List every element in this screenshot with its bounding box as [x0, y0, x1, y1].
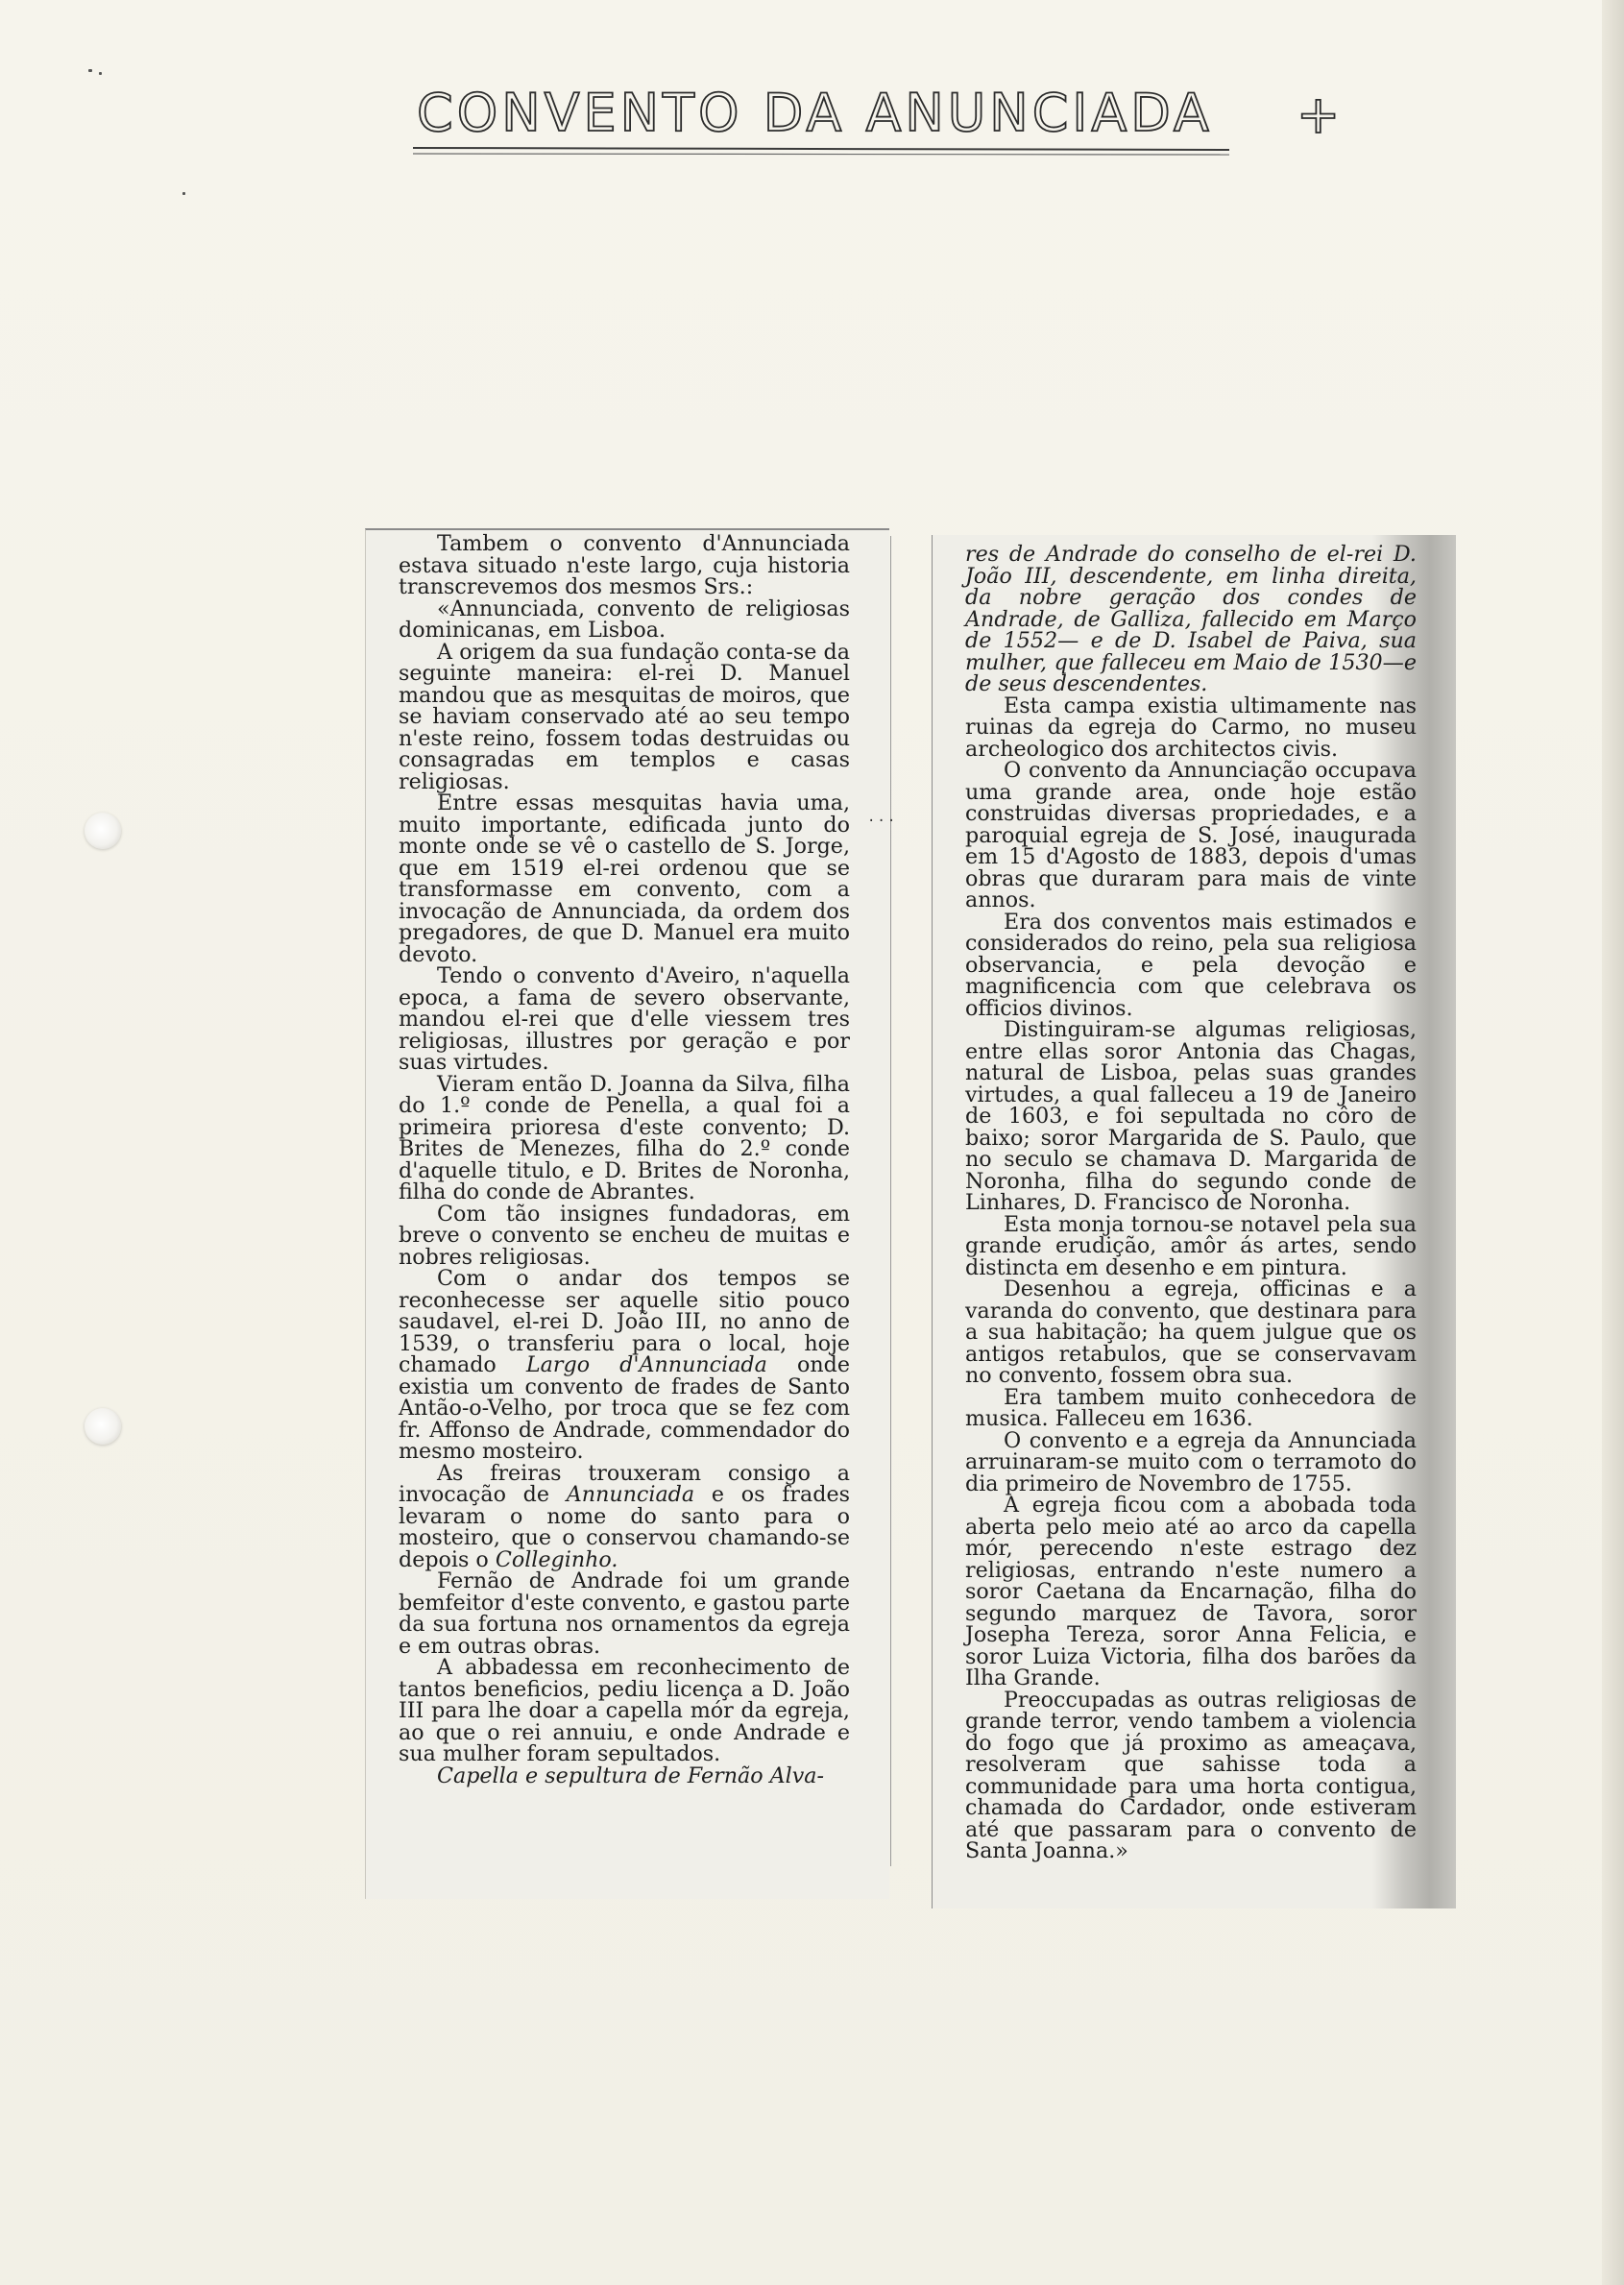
sheet-edge-shadow: [1602, 0, 1624, 2285]
paragraph-italic: [965, 544, 1417, 695]
cross-mark: +: [1297, 85, 1345, 145]
article-column-left: [399, 533, 850, 1787]
italic-epitaph: res de Andrade do conselho de el-rei D. João III, descendente, em linha direita, da nobre geração dos condes de Andrade, de Galliza, fallecido em Março de 1552— e de D. Isabel de Paiva, sua mulher, que falleceu em Maio de 1530—e de seus descendentes.: [965, 542, 1417, 696]
paragraph: Tendo o convento d'Aveiro, n'aquella epoca, a fama de severo observante, mandou el-rei que d'elle viessem tres religiosas, illustres por geração e por suas virtudes.: [399, 963, 850, 1075]
paragraph-italic: [399, 1762, 850, 1788]
margin-mark: ...: [867, 810, 898, 825]
paragraph: A egreja ficou com a abobada toda aberta pelo meio até ao arco da capella mór, perecendo n'este estrago dez religiosas, entrando n'este numero a soror Caetana da Encarnação, filha do segundo marquez de Tavora, soror Josepha Tereza, soror Anna Felicia, e soror Luiza Victoria, filha dos barões da Ilha Grande.: [965, 1493, 1417, 1690]
paragraph: Esta campa existia ultimamente nas ruinas da egreja do Carmo, no museu archeologico dos architectos civis.: [965, 693, 1417, 762]
paragraph-text: As freiras trouxeram consigo a invocação de: [399, 1460, 850, 1507]
paragraph: O convento e a egreja da Annunciada arruinaram-se muito com o terramoto do dia primeiro de Novembro de 1755.: [965, 1427, 1417, 1496]
paragraph: O convento da Annunciação occupava uma grande area, onde hoje estão construidas diversas propriedades, e a paroquial egreja de S. José, inaugurada em 15 d'Agosto de 1883, depois d'umas obras que duraram para mais de vinte annos.: [965, 758, 1417, 912]
title-underline: [413, 148, 1229, 150]
ink-speck: [88, 69, 92, 72]
handwritten-title: [413, 71, 1345, 158]
paragraph: Fernão de Andrade foi um grande bemfeitor d'este convento, e gastou parte da sua fortuna nos ornamentos da egreja e em outras obras.: [399, 1568, 850, 1659]
ink-speck: [99, 72, 102, 75]
paragraph: [399, 1460, 850, 1572]
paragraph: «Annunciada, convento de religiosas dominicanas, em Lisboa.: [399, 596, 850, 643]
paragraph: Tambem o convento d'Annunciada estava situado n'este largo, cuja historia transcrevemos dos mesmos Srs.:: [399, 531, 850, 599]
paragraph: Entre essas mesquitas havia uma, muito importante, edificada junto do monte onde se vê o castello de S. Jorge, que em 1519 el-rei ordenou que se transformasse em convento, com a invocação de Annunciada, da ordem dos pregadores, de que D. Manuel era muito devoto.: [399, 790, 850, 967]
paragraph-text: onde existia um convento de frades de Santo Antão-o-Velho, por troca que se fez com fr. Affonso de Andrade, commendador do mesmo mosteiro.: [399, 1352, 850, 1464]
paragraph: A origem da sua fundação conta-se da seguinte maneira: el-rei D. Manuel mandou que as mesquitas de moiros, que se haviam conservado até ao seu tempo n'este reino, fossem todas destruidas ou consagradas em templos e casas religiosas.: [399, 639, 850, 794]
title-svg: [413, 71, 1345, 158]
paragraph: A abbadessa em reconhecimento de tantos beneficios, pediu licença a D. João III para lhe doar a capella mór da egreja, ao que o rei annuiu, e onde Andrade e sua mulher foram sepultados.: [399, 1655, 850, 1766]
paragraph: Era tambem muito conhecedora de musica. Falleceu em 1636.: [965, 1384, 1417, 1431]
title-underline-2: [413, 154, 1229, 155]
paragraph: Desenhou a egreja, officinas e a varanda do convento, que destinara para a sua habitação; ha quem julgue que os antigos retabulos, que se conservavam no convento, fossem obra sua.: [965, 1276, 1417, 1388]
column-rule: [890, 536, 891, 1866]
paragraph: Distinguiram-se algumas religiosas, entre ellas soror Antonia das Chagas, natural de Lisboa, pelas suas grandes virtudes, a qual falleceu a 19 de Janeiro de 1603, e foi sepultada no côro de baixo; soror Margarida de S. Paulo, que no seculo se chamava D. Margarida de Noronha, filha do segundo conde de Linhares, D. Francisco de Noronha.: [965, 1017, 1417, 1215]
paragraph: Esta monja tornou-se notavel pela sua grande erudição, amôr ás artes, sendo distincta em desenho e em pintura.: [965, 1211, 1417, 1280]
paragraph: Com tão insignes fundadoras, em breve o convento se encheu de muitas e nobres religiosas.: [399, 1201, 850, 1270]
italic-name: Colleginho.: [495, 1546, 618, 1572]
paragraph: Era dos conventos mais estimados e considerados do reino, pela sua religiosa observancia, e pela devoção e magnificencia com que celebrava os officios divinos.: [965, 909, 1417, 1021]
paragraph: [399, 1268, 850, 1463]
punch-hole-bottom: [85, 1408, 121, 1445]
paragraph-text: Com o andar dos tempos se reconhecesse ser aquelle sitio pouco saudavel, el-rei D. João III, no anno de 1539, o transferiu para o local, hoje chamado: [399, 1266, 850, 1377]
punch-hole-top: [85, 813, 121, 849]
italic-invocation: Annunciada: [566, 1482, 695, 1507]
paragraph: Vieram então D. Joanna da Silva, filha do 1.º conde de Penella, a qual foi a primeira prioresa d'este convento; D. Brites de Menezes, filha do 2.º conde d'aquelle titulo, e D. Brites de Noronha, filha do conde de Abrantes.: [399, 1071, 850, 1204]
article-column-right: [965, 544, 1417, 1862]
italic-heading: Capella e sepultura de Fernão Alva-: [437, 1762, 825, 1788]
italic-place-name: Largo d'Annunciada: [525, 1352, 767, 1377]
title-text: CONVENTO DA ANUNCIADA: [417, 83, 1213, 143]
ink-speck: [182, 192, 185, 195]
paragraph-text: e os frades levaram o nome do santo para o mosteiro, que o conservou chamando-se depois o: [399, 1482, 850, 1572]
paragraph: Preoccupadas as outras religiosas de grande terror, vendo tambem a violencia do fogo que já proximo as ameaçava, resolveram que sahisse toda a communidade para uma horta contigua, chamada do Cardador, onde estiveram até que passaram para o convento de Santa Joanna.»: [965, 1687, 1417, 1863]
